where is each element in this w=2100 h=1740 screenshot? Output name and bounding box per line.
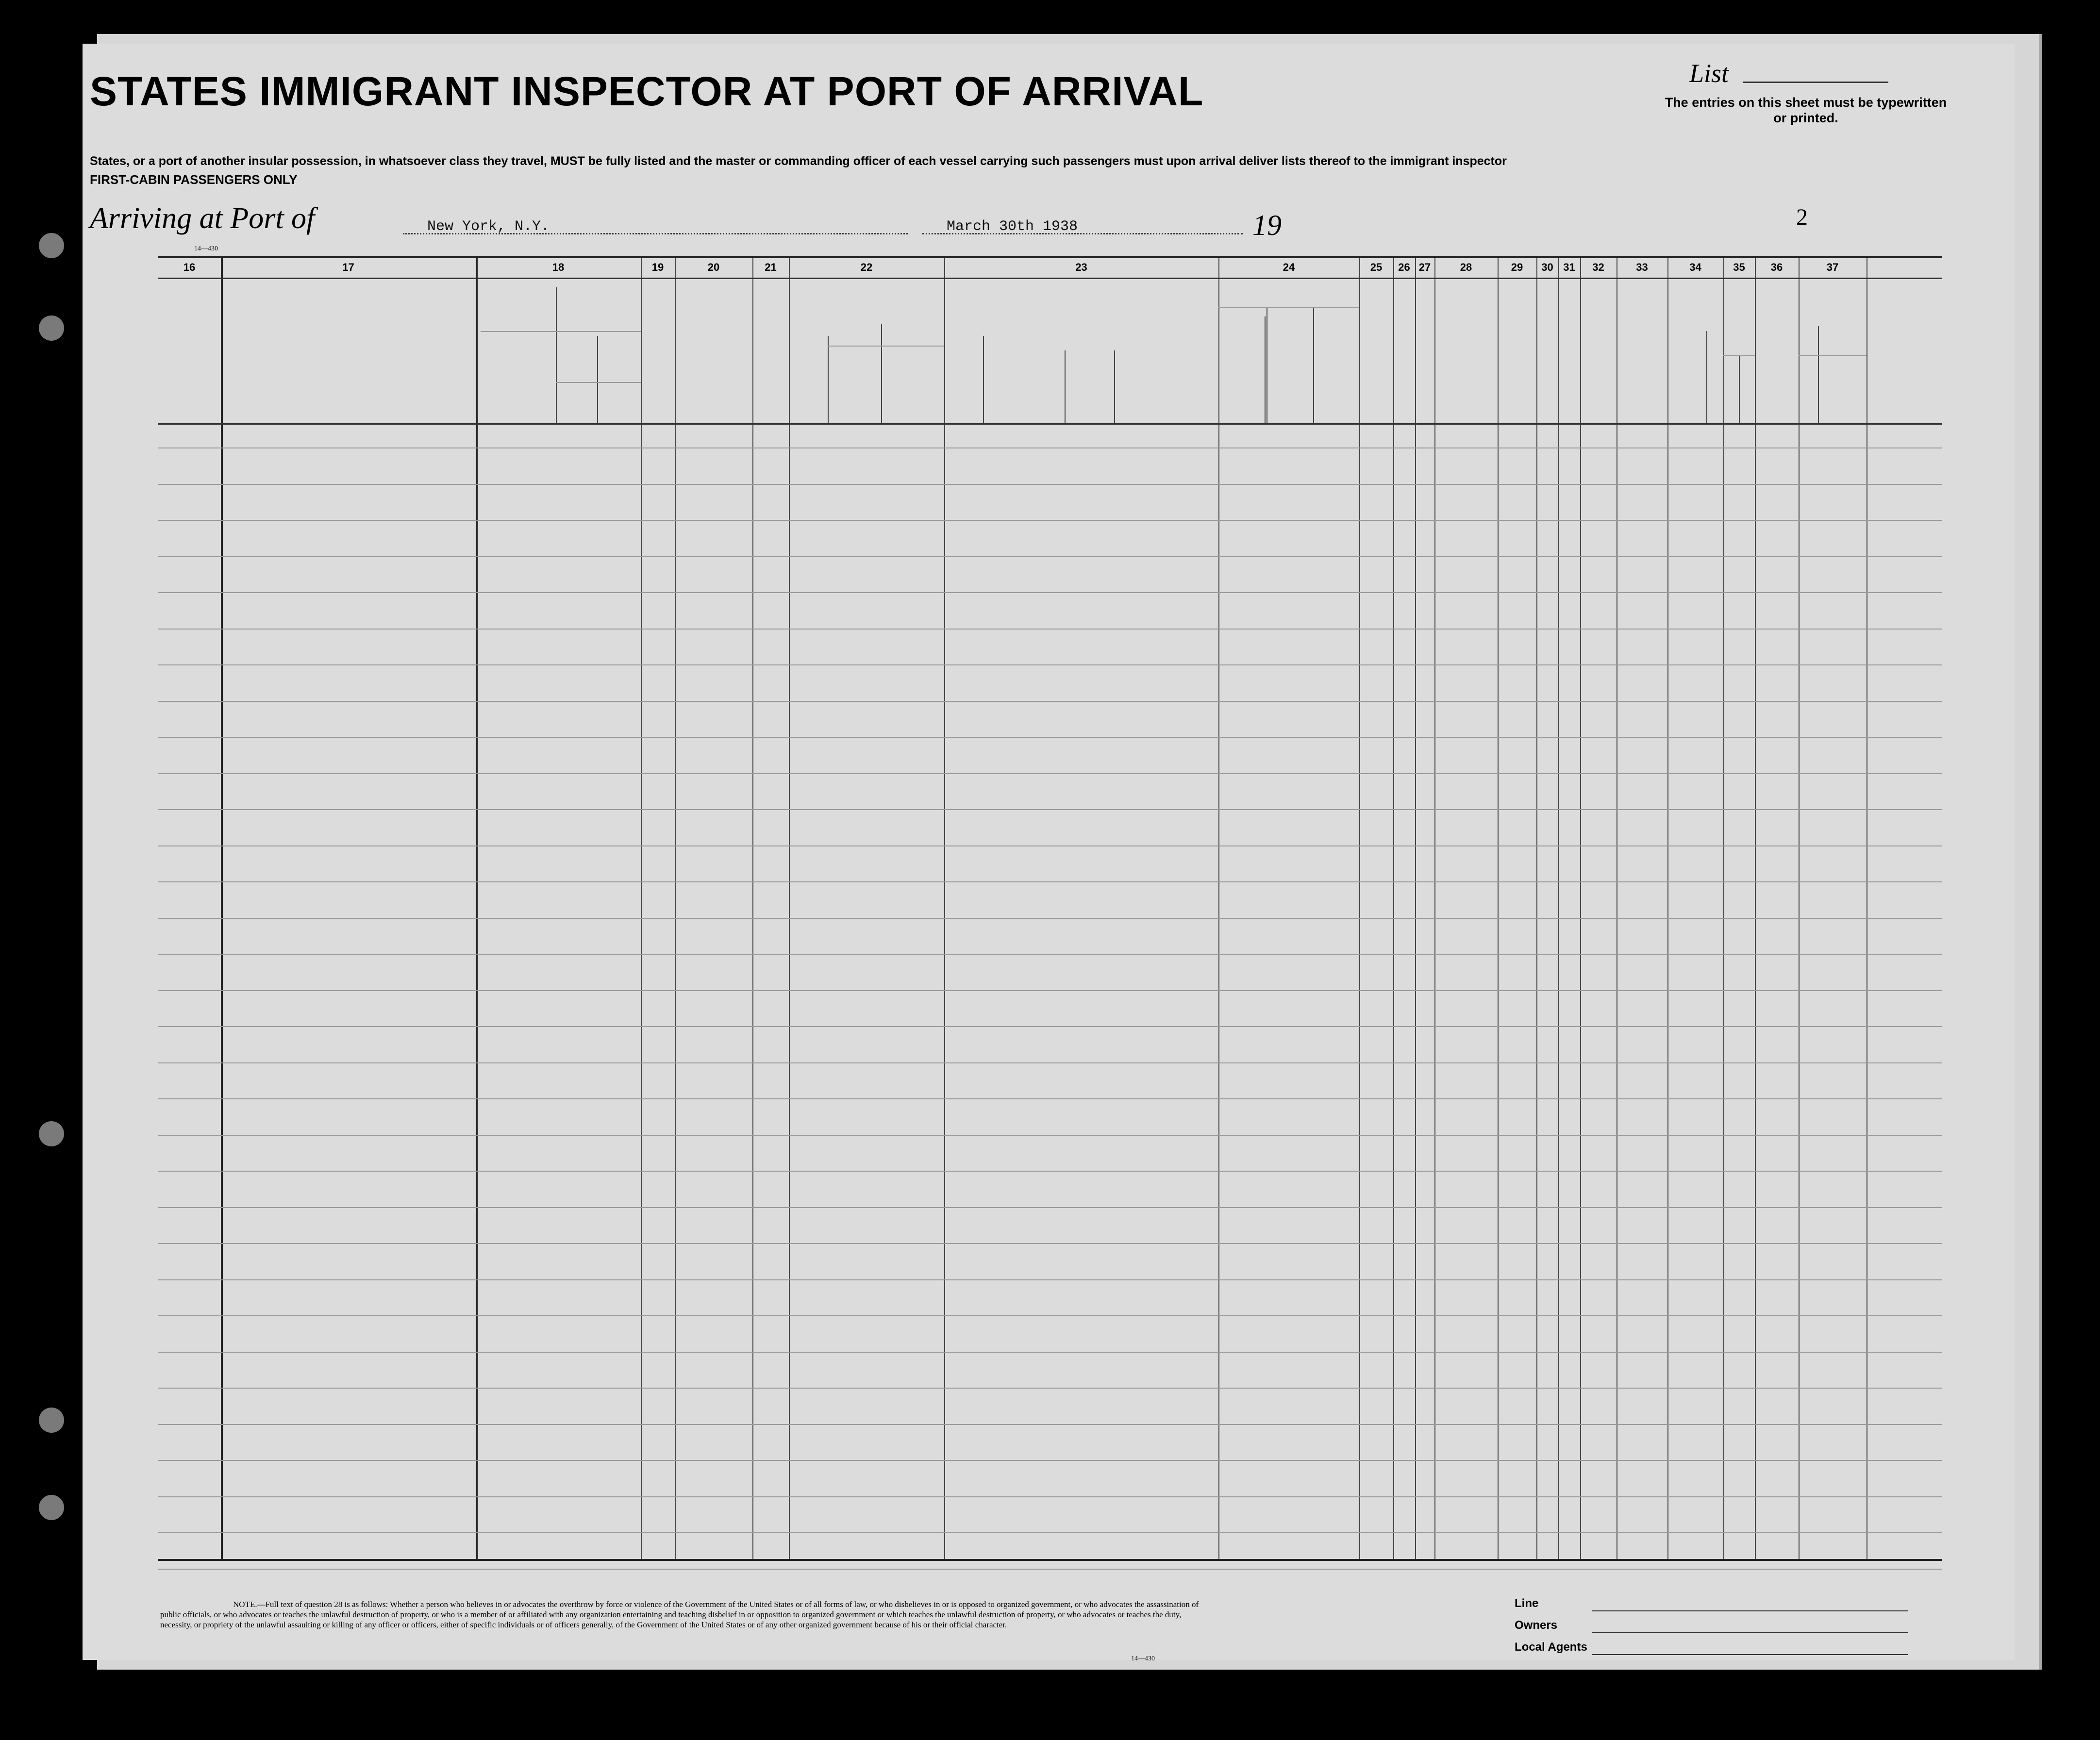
header-rule (158, 278, 1942, 279)
column-number: 33 (1636, 261, 1648, 273)
row-rule (158, 1062, 1942, 1063)
row-rule (158, 1496, 1942, 1497)
row-rule (158, 881, 1942, 882)
row-rule (158, 1532, 1942, 1533)
typewritten-note: The entries on this sheet must be typewritten or printed. (1665, 95, 1947, 125)
column-rule (1498, 258, 1499, 1559)
column-rule (789, 258, 790, 1559)
column-rule (1799, 258, 1800, 1559)
row-rule (158, 664, 1942, 665)
column-header (1801, 321, 1864, 336)
column-header (481, 302, 636, 316)
column-number: 19 (651, 261, 664, 273)
owners-field (1592, 1632, 1908, 1633)
column-rule (1755, 258, 1756, 1559)
line-label: Line (1515, 1597, 1539, 1610)
form-code: 14—430 (1131, 1655, 1155, 1662)
column-number: 27 (1418, 261, 1431, 273)
punch-hole (39, 315, 64, 341)
column-header-vertical (643, 287, 673, 418)
header-rule (158, 423, 1942, 425)
row-rule (158, 1388, 1942, 1389)
sub-header-vertical (1313, 314, 1357, 421)
column-header (794, 287, 939, 316)
sub-header-rule (828, 346, 944, 347)
column-header (163, 331, 216, 404)
sub-header-vertical (1267, 314, 1310, 421)
column-number: 25 (1370, 261, 1383, 273)
column-rule (944, 258, 945, 1559)
column-rule (1415, 258, 1416, 1559)
row-rule (158, 845, 1942, 846)
list-number-line (1743, 82, 1888, 83)
sub-header-rule (1723, 355, 1755, 356)
sub-column-rule (1313, 307, 1314, 423)
sub-column-rule (1818, 326, 1819, 423)
column-header (1221, 287, 1357, 307)
column-number: 35 (1733, 261, 1745, 273)
date-value: March 30th 1938 (947, 218, 1078, 235)
row-rule (158, 737, 1942, 738)
instructions-line: States, or a port of another insular possession, in whatsoever class they travel, MUST be fully listed and the master or commanding officer of each vessel carrying such passengers must upon arrival deliver lists thereof to the immigrant inspector (90, 154, 1507, 168)
column-rule (1667, 258, 1668, 1559)
column-number: 22 (860, 261, 873, 273)
row-rule (158, 1424, 1942, 1425)
column-header-vertical (1417, 287, 1433, 418)
column-number: 24 (1283, 261, 1295, 273)
footnote: NOTE.—Full text of question 28 is as follows: Whether a person who believes in or advocates the overthrow by force or violence of the Government of the United States or of all forms of law, or who disbelieves in or is opposed to organized government, or who advocates the assassination of public officials, or who advocates or teaches the unlawful destruction of property, or who is a member of or affiliated with any organization entertaining and teaching disbelief in or opposition to organized government or which teaches the unlawful destruction of property, or who advocates or teaches the duty, necessity, or propriety of the unlawful assaulting or killing of any officer or officers, either of specific individuals or of officers generally, of the Government of the United States or of any other organized government because of his or their official character. (160, 1600, 1199, 1629)
column-number: 37 (1826, 261, 1839, 273)
row-rule (158, 484, 1942, 485)
row-rule (158, 1315, 1942, 1316)
column-rule (1723, 258, 1724, 1559)
row-rule (158, 954, 1942, 955)
row-rule (158, 809, 1942, 810)
column-header (226, 326, 468, 384)
column-header (949, 331, 1214, 375)
column-rule (1536, 258, 1537, 1559)
arriving-label: Arriving at Port of (90, 202, 315, 235)
sub-header-rule (1218, 307, 1359, 308)
column-header (1757, 350, 1796, 380)
sub-header-rule (556, 382, 641, 383)
sub-header-rule (1799, 355, 1867, 356)
port-value: New York, N.Y. (427, 218, 550, 235)
row-rule (158, 990, 1942, 991)
column-number: 21 (765, 261, 777, 273)
column-rule (641, 258, 642, 1559)
punch-hole (39, 233, 64, 258)
column-header-vertical (1361, 287, 1391, 418)
column-rule (1359, 258, 1360, 1559)
column-number: 16 (183, 261, 196, 273)
column-header (1619, 329, 1665, 397)
row-rule (158, 1098, 1942, 1099)
sub-column-rule (1265, 316, 1266, 423)
line-field (1592, 1610, 1908, 1611)
column-rule (1393, 258, 1394, 1559)
column-number: 29 (1511, 261, 1523, 273)
column-header-vertical (1500, 287, 1534, 418)
column-header (1869, 355, 1939, 384)
class-label: FIRST-CABIN PASSENGERS ONLY (90, 172, 298, 187)
row-rule (158, 1171, 1942, 1172)
row-rule (158, 1026, 1942, 1027)
column-rule (675, 258, 676, 1559)
punch-hole (39, 1408, 64, 1433)
owners-label: Owners (1515, 1619, 1558, 1632)
column-number: 36 (1770, 261, 1783, 273)
column-number: 17 (342, 261, 354, 273)
row-rule (158, 447, 1942, 448)
column-rule (1434, 258, 1435, 1559)
row-rule (158, 918, 1942, 919)
column-header-vertical (1538, 287, 1556, 418)
punch-hole (39, 1121, 64, 1146)
column-rule (221, 258, 223, 1559)
column-header-vertical (1436, 287, 1496, 418)
list-label: List (1689, 59, 1729, 88)
column-header (1726, 324, 1755, 338)
row-rule (158, 556, 1942, 557)
column-number: 23 (1075, 261, 1087, 273)
column-header-vertical (1395, 287, 1413, 418)
row-rule (158, 592, 1942, 593)
sub-header (925, 369, 944, 413)
column-rule (1558, 258, 1559, 1559)
page-title: STATES IMMIGRANT INSPECTOR AT PORT OF ARRIVAL (90, 68, 1204, 114)
manifest-table (158, 256, 1942, 1561)
row-rule (158, 520, 1942, 521)
form-code: 14—430 (194, 245, 218, 252)
column-number: 34 (1689, 261, 1701, 273)
column-header (1670, 329, 1721, 401)
agents-field (1592, 1654, 1908, 1655)
row-rule (158, 701, 1942, 702)
row-rule (158, 1279, 1942, 1280)
row-rule (158, 1460, 1942, 1461)
column-rule (752, 258, 753, 1559)
row-rule (158, 1135, 1942, 1136)
row-rule (158, 1207, 1942, 1208)
agents-label: Local Agents (1515, 1641, 1587, 1654)
sub-header (756, 363, 824, 421)
sub-header (482, 346, 555, 414)
row-rule (158, 1569, 1942, 1570)
sub-column-rule (881, 324, 882, 423)
row-rule (158, 773, 1942, 774)
year-prefix: 19 (1252, 209, 1282, 241)
sub-header-rule (481, 331, 641, 332)
column-number: 32 (1592, 261, 1604, 273)
column-number: 18 (552, 261, 565, 273)
column-number: 26 (1398, 261, 1410, 273)
column-rule (476, 258, 478, 1559)
column-number: 28 (1460, 261, 1472, 273)
column-rule (1218, 258, 1219, 1559)
page-number: 2 (1796, 204, 1808, 230)
column-number: 20 (707, 261, 720, 273)
sub-header (558, 340, 638, 364)
punch-hole (39, 1495, 64, 1520)
column-number: 30 (1541, 261, 1553, 273)
column-number: 31 (1563, 261, 1575, 273)
row-rule (158, 1243, 1942, 1244)
sub-column-rule (1739, 355, 1740, 423)
sub-header (829, 370, 880, 414)
column-rule (1580, 258, 1581, 1559)
column-header-vertical (1560, 287, 1578, 418)
sub-header-vertical (1220, 314, 1264, 421)
row-rule (158, 629, 1942, 630)
row-rule (158, 1352, 1942, 1353)
